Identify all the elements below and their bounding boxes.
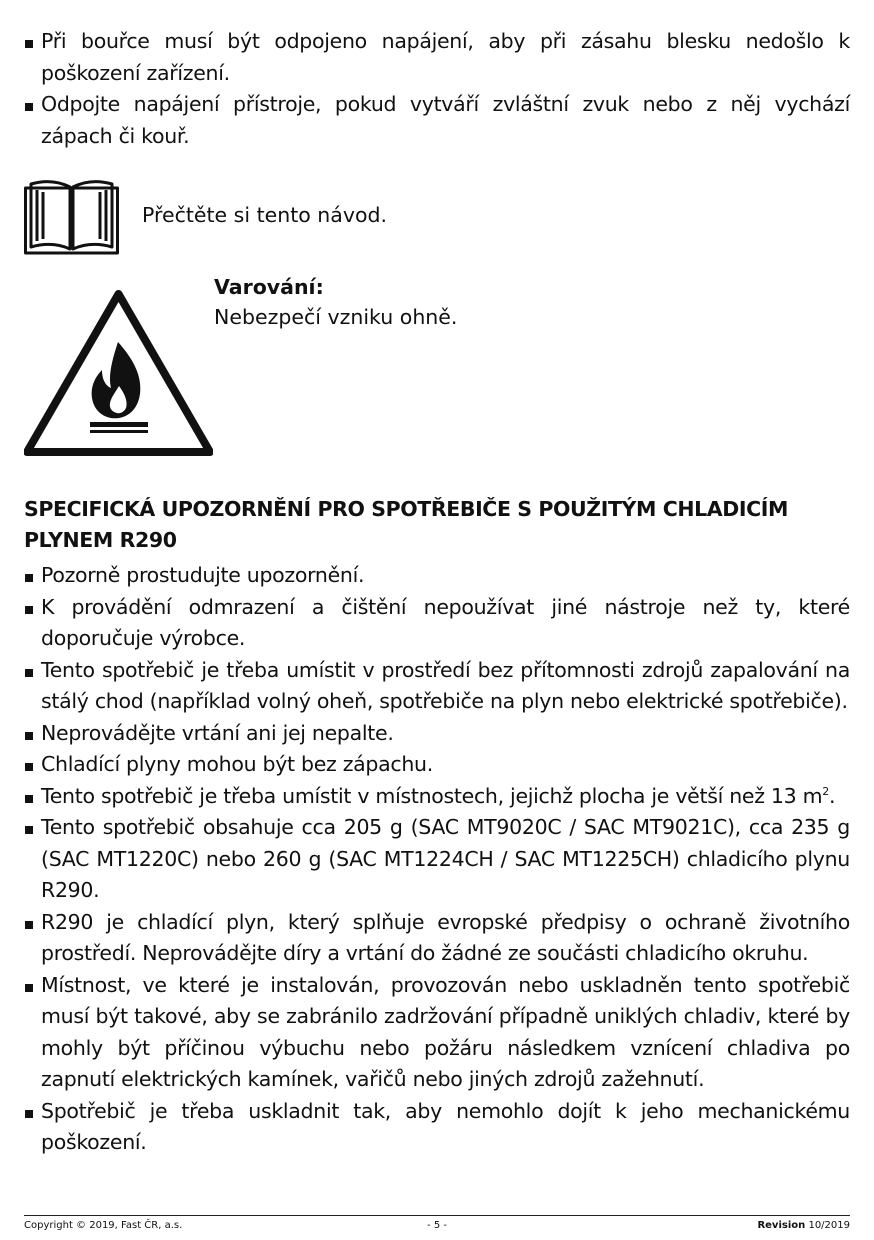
list-item: Odpojte napájení přístroje, pokud vytváří zvláštní zvuk nebo z něj vychází zápach či kouř. [24, 89, 850, 152]
book-icon [24, 179, 119, 255]
revision-label: Revision [757, 1220, 806, 1231]
warning-text: Nebezpečí vzniku ohně. [214, 305, 458, 329]
list-item: Místnost, ve které je instalován, provozován nebo uskladněn tento spotřebič musí být takové, aby se zabránilo zadržování případně uniklých chladiv, které by mohly být příčinou výbuchu nebo požáru následkem vznícení chladiva po zapnutí elektrických kamínek, vařičů nebo jiných zdrojů zažehnutí. [24, 970, 850, 1096]
section-heading: SPECIFICKÁ UPOZORNĚNÍ PRO SPOTŘEBIČE S POUŽITÝM CHLADICÍM PLYNEM R290 [24, 497, 788, 552]
list-item: Neprovádějte vrtání ani jej nepalte. [24, 718, 850, 750]
section-bullet-list [24, 560, 850, 1159]
list-item: R290 je chladící plyn, který splňuje evropské předpisy o ochraně životního prostředí. Neprovádějte díry a vrtání do žádné ze součásti chladicího okruhu. [24, 907, 850, 970]
list-item: Pozorně prostudujte upozornění. [24, 560, 850, 592]
list-item: Chladící plyny mohou být bez zápachu. [24, 749, 850, 781]
revision-info [757, 1219, 850, 1233]
page-number: - 5 - [427, 1220, 447, 1231]
list-item: Spotřebič je třeba uskladnit tak, aby nemohlo dojít k jeho mechanickému poškození. [24, 1096, 850, 1159]
list-item [24, 781, 850, 813]
list-item: Při bouřce musí být odpojeno napájení, aby při zásahu blesku nedošlo k poškození zařízení. [24, 26, 850, 89]
revision-value: 10/2019 [808, 1220, 850, 1231]
read-manual-text: Přečtěte si tento návod. [142, 203, 388, 227]
list-item: K provádění odmrazení a čištění nepoužívat jiné nástroje než ty, které doporučuje výrobce. [24, 592, 850, 655]
list-item: Tento spotřebič je třeba umístit v prostředí bez přítomnosti zdrojů zapalování na stálý chod (například volný oheň, spotřebiče na plyn nebo elektrické spotřebiče). [24, 655, 850, 718]
area-requirement-text: Tento spotřebič je třeba umístit v místnostech, jejichž plocha je větší než 13 m [41, 783, 823, 808]
manual-page [24, 0, 850, 1240]
flammable-warning-icon [24, 290, 213, 456]
list-item: Tento spotřebič obsahuje cca 205 g (SAC MT9020C / SAC MT9021C), cca 235 g (SAC MT1220C) nebo 260 g (SAC MT1224CH / SAC MT1225CH) chladicího plynu R290. [24, 812, 850, 907]
intro-bullet-list [24, 26, 850, 152]
area-requirement-suffix: . [828, 783, 836, 808]
area-unit-superscript: 2 [822, 784, 829, 798]
page-footer [24, 1215, 850, 1231]
warning-block [214, 272, 457, 332]
warning-title: Varování: [214, 275, 324, 299]
copyright-text: Copyright © 2019, Fast ČR, a.s. [24, 1220, 183, 1231]
